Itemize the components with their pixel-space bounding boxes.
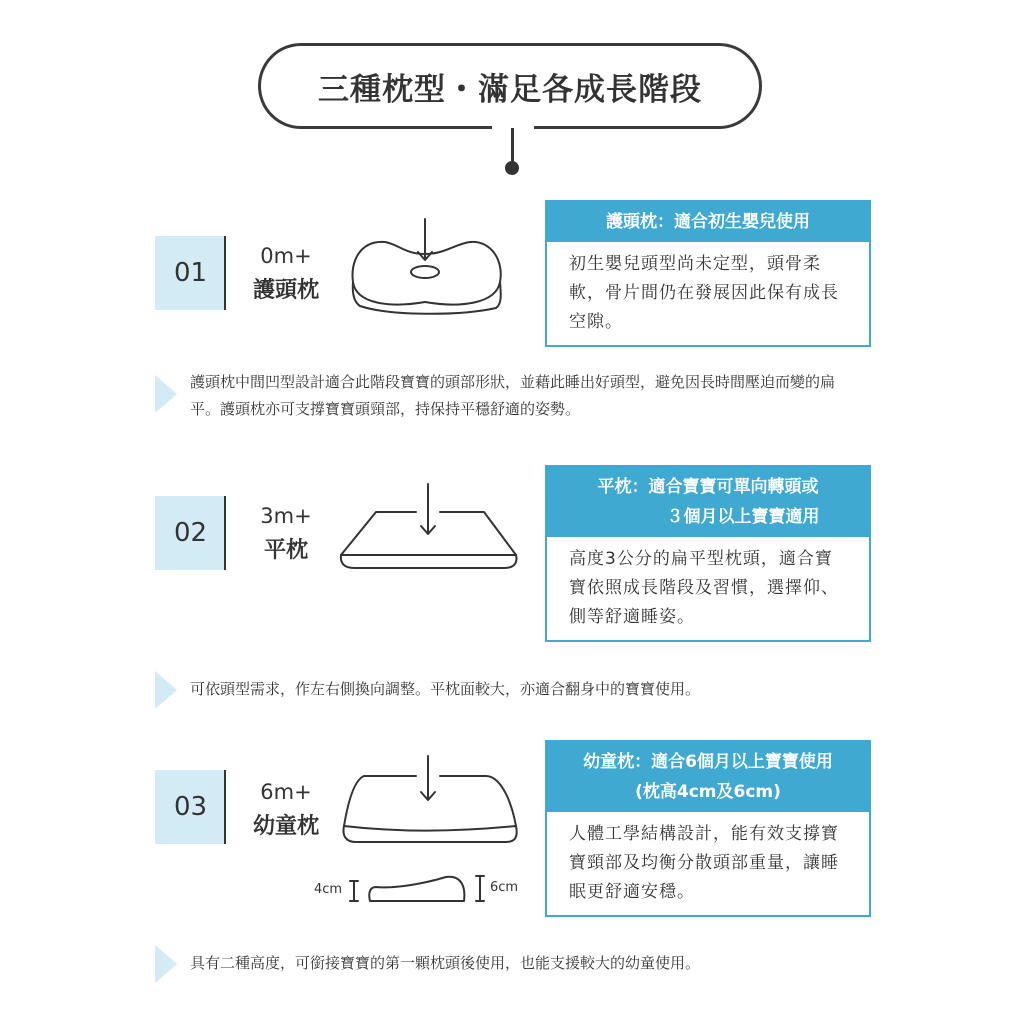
pillow-description: 可依頭型需求，作左右側換向調整。平枕面較大，亦適合翻身中的寶寶使用。 <box>190 680 701 698</box>
head-protection-pillow-icon <box>340 212 520 324</box>
flat-pillow-icon <box>336 478 522 578</box>
pillow-name: 護頭枕 <box>252 278 319 303</box>
toddler-pillow-icon <box>336 752 522 852</box>
pillow-age: 3m+ <box>260 504 312 528</box>
info-card-03 <box>545 740 871 917</box>
pillow-name: 平枕 <box>263 538 308 563</box>
card-title <box>547 467 869 537</box>
height-label-low: 4cm <box>314 882 343 897</box>
pillow-profile-icon <box>346 873 486 907</box>
card-title <box>547 742 869 812</box>
page-title: 三種枕型・滿足各成長階段 <box>258 43 762 129</box>
info-card-01 <box>545 200 871 347</box>
step-number-03: 03 <box>155 770 226 844</box>
step-number-02: 02 <box>155 496 226 570</box>
card-title-line-1: 平枕：適合寶寶可單向轉頭或 <box>597 477 819 497</box>
card-body: 人體工學結構設計，能有效支撐寶寶頸部及均衡分散頭部重量，讓睡眠更舒適安穩。 <box>569 824 839 902</box>
triangle-bullet-icon <box>155 945 177 983</box>
card-body: 高度3公分的扁平型枕頭，適合寶寶依照成長階段及習慣，選擇仰、側等舒適睡姿。 <box>569 549 839 627</box>
pillow-age: 0m+ <box>260 244 312 268</box>
pillow-age: 6m+ <box>260 780 312 804</box>
card-title-line-2: (枕高4cm及6cm) <box>635 782 781 802</box>
triangle-bullet-icon <box>155 375 177 413</box>
pillow-description: 護頭枕中間凹型設計適合此階段寶寶的頭部形狀，並藉此睡出好頭型，避免因長時間壓迫而變的扁平。護頭枕亦可支撐寶寶頭頸部，持保持平穩舒適的姿勢。 <box>190 373 836 418</box>
triangle-bullet-icon <box>155 671 177 709</box>
pillow-name: 幼童枕 <box>252 814 319 839</box>
info-card-02 <box>545 465 871 642</box>
title-connector-dot <box>505 161 519 175</box>
height-label-high: 6cm <box>490 880 519 895</box>
step-number-01: 01 <box>155 236 226 310</box>
pillow-description: 具有二種高度，可銜接寶寶的第一顆枕頭後使用，也能支援較大的幼童使用。 <box>190 954 701 972</box>
card-title-line-2: ３個月以上寶寶適用 <box>666 507 820 527</box>
card-body: 初生嬰兒頭型尚未定型，頭骨柔軟，骨片間仍在發展因此保有成長空隙。 <box>569 254 839 332</box>
card-title: 護頭枕：適合初生嬰兒使用 <box>547 202 869 242</box>
card-title-line-1: 幼童枕：適合6個月以上寶寶使用 <box>583 752 833 772</box>
